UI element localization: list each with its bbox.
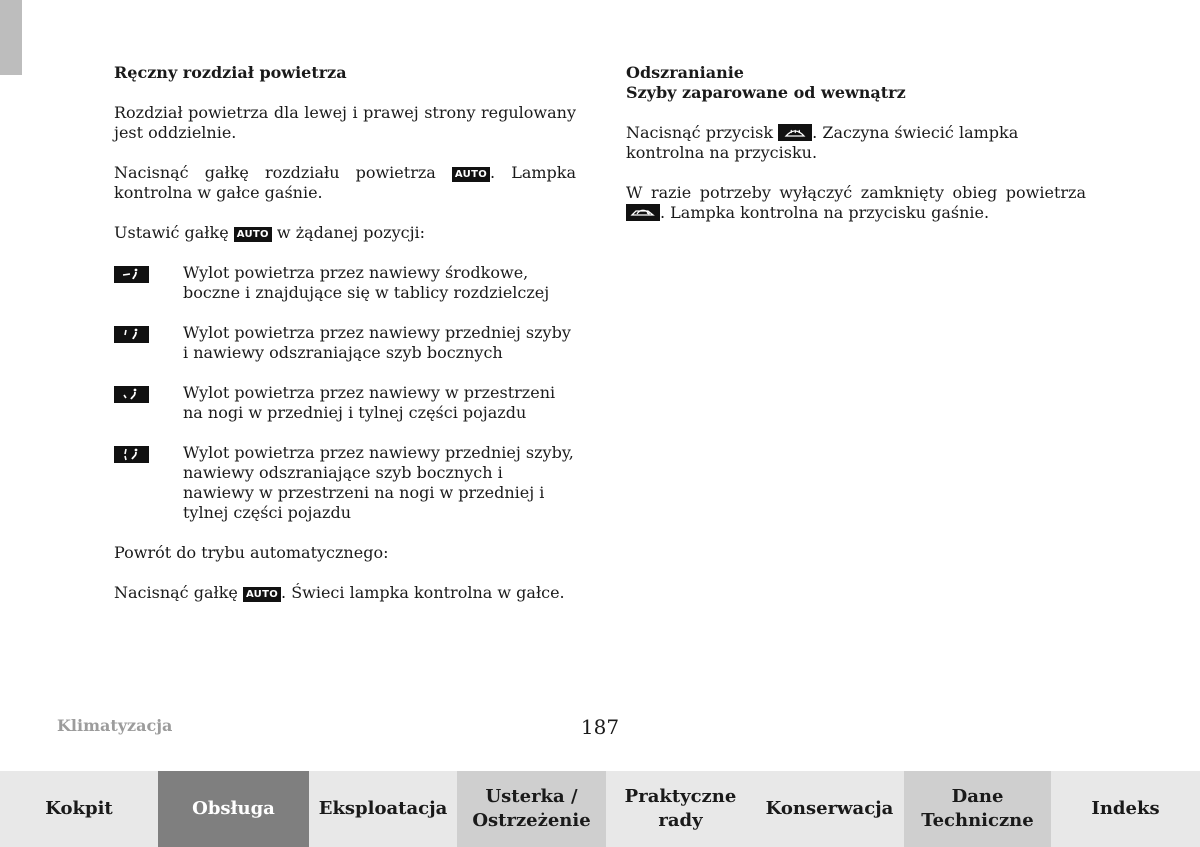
corner-tab-marker bbox=[0, 0, 22, 75]
auto-button-icon: AUTO bbox=[234, 227, 272, 242]
vent-footwell-icon bbox=[114, 383, 183, 423]
vent-option bbox=[114, 323, 576, 363]
page-number: 187 bbox=[580, 715, 620, 739]
vent-option-text: Wylot powietrza przez nawiewy przedniej szyby i nawiewy odszraniające szyb bocznych bbox=[183, 323, 571, 362]
chapter-navigation bbox=[0, 771, 1200, 847]
section-heading: Odszranianie bbox=[626, 63, 744, 82]
vent-windscreen-icon bbox=[114, 323, 183, 363]
paragraph: Powrót do trybu automatycznego: bbox=[114, 543, 389, 562]
left-column bbox=[114, 63, 576, 623]
section-subheading: Szyby zaparowane od wewnątrz bbox=[626, 83, 906, 102]
vent-option bbox=[114, 443, 576, 523]
nav-tab-obsluga[interactable]: Obsługa bbox=[158, 771, 309, 847]
section-heading: Ręczny rozdział powietrza bbox=[114, 63, 347, 82]
section-label: Klimatyzacja bbox=[57, 716, 173, 735]
auto-button-icon: AUTO bbox=[452, 167, 490, 182]
vent-center-icon bbox=[114, 263, 183, 303]
nav-tab-eksploatacja[interactable]: Eksploatacja bbox=[309, 771, 457, 847]
paragraph: Ustawić gałkę AUTO w żądanej pozycji: bbox=[114, 223, 426, 242]
air-recirculation-icon bbox=[626, 204, 660, 221]
nav-tab-dane-techniczne[interactable]: Dane Techniczne bbox=[904, 771, 1051, 847]
nav-tab-praktyczne-rady[interactable]: Praktyczne rady bbox=[606, 771, 755, 847]
nav-tab-konserwacja[interactable]: Konserwacja bbox=[755, 771, 904, 847]
paragraph: Nacisnąć gałkę rozdziału powietrza AUTO . Lampka kontrolna w gałce gaśnie. bbox=[114, 163, 577, 202]
auto-button-icon: AUTO bbox=[243, 587, 281, 602]
defrost-button-icon bbox=[778, 124, 812, 141]
nav-tab-kokpit[interactable]: Kokpit bbox=[0, 771, 158, 847]
vent-option bbox=[114, 263, 576, 303]
paragraph: Nacisnąć gałkę AUTO . Świeci lampka kontrolna w gałce. bbox=[114, 583, 565, 602]
paragraph: Rozdział powietrza dla lewej i prawej strony regulowany jest oddzielnie. bbox=[114, 103, 576, 142]
vent-windscreen-footwell-icon bbox=[114, 443, 183, 523]
right-column bbox=[626, 63, 1086, 243]
nav-tab-usterka[interactable]: Usterka / Ostrzeżenie bbox=[457, 771, 606, 847]
vent-option-text: Wylot powietrza przez nawiewy środkowe, boczne i znajdujące się w tablicy rozdzielczej bbox=[183, 263, 550, 302]
paragraph: Nacisnąć przycisk . Zaczyna świecić lampka kontrolna na przycisku. bbox=[626, 123, 1019, 162]
vent-option-text: Wylot powietrza przez nawiewy przedniej szyby, nawiewy odszraniające szyb bocznych i nawiewy w przestrzeni na nogi w przedniej i tylnej części pojazdu bbox=[183, 443, 574, 522]
vent-option-text: Wylot powietrza przez nawiewy w przestrzeni na nogi w przedniej i tylnej części pojazdu bbox=[183, 383, 556, 422]
nav-tab-indeks[interactable]: Indeks bbox=[1051, 771, 1200, 847]
vent-option bbox=[114, 383, 576, 423]
paragraph: W razie potrzeby wyłączyć zamknięty obieg powietrza . Lampka kontrolna na przycisku gaśnie. bbox=[626, 183, 1086, 222]
